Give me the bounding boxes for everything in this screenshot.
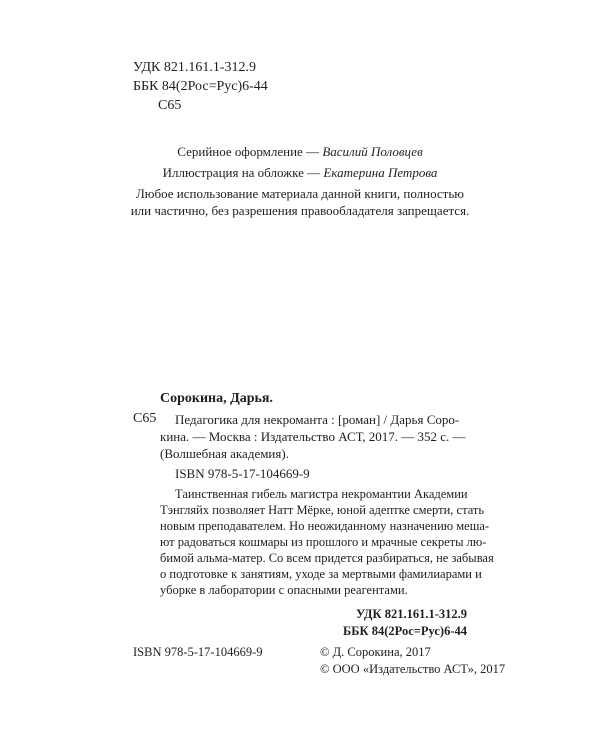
annotation-line: ют радоваться кошмары из прошлого и мрачные секреты лю-	[160, 535, 487, 549]
annotation-line: бимой альма-матер. Со всем придется разбираться, не забывая	[160, 551, 494, 565]
catalog-author-sign: С65	[133, 411, 157, 426]
catalog-author-heading: Сорокина, Дарья.	[160, 391, 273, 406]
catalog-description-line: кина. — Москва : Издательство АСТ, 2017. — 352 с. —	[160, 429, 466, 444]
copyright-notice-line: или частично, без разрешения правообладателя запрещается.	[130, 203, 470, 218]
series-design-name: Василий Половцев	[322, 144, 423, 159]
annotation-line: Таинственная гибель магистра некромантии Академии	[175, 487, 468, 501]
catalog-bbk-code: ББК 84(2Рос=Рус)6-44	[343, 624, 467, 638]
series-design-credit	[0, 143, 600, 160]
annotation-line: Тэнгляйх позволяет Натт Мёрке, юной адептке смерти, стать	[160, 503, 485, 517]
author-sign: С65	[158, 98, 182, 113]
footer-copyright-publisher: © ООО «Издательство АСТ», 2017	[320, 662, 506, 676]
footer-copyright-author: © Д. Сорокина, 2017	[320, 645, 431, 659]
catalog-description-line: (Волшебная академия).	[160, 446, 289, 461]
catalog-udk-code: УДК 821.161.1-312.9	[356, 607, 467, 621]
catalog-isbn: ISBN 978-5-17-104669-9	[175, 466, 310, 481]
copyright-notice-line: Любое использование материала данной книги, полностью	[135, 186, 465, 201]
annotation-line: уборке в лаборатории с опасными реагентами.	[160, 583, 408, 597]
bbk-code: ББК 84(2Рос=Рус)6-44	[133, 79, 268, 94]
series-design-label: Серийное оформление —	[177, 144, 323, 159]
udk-code: УДК 821.161.1-312.9	[133, 60, 257, 75]
cover-illustration-name: Екатерина Петрова	[323, 165, 438, 180]
catalog-description-line: Педагогика для некроманта : [роман] / Дарья Соро-	[175, 412, 460, 427]
cover-illustration-label: Иллюстрация на обложке —	[162, 165, 324, 180]
annotation-line: о подготовке к занятиям, уходе за мертвыми фамилиарами и	[160, 567, 482, 581]
cover-illustration-credit	[0, 164, 600, 181]
footer-isbn: ISBN 978-5-17-104669-9	[133, 645, 263, 659]
annotation-line: новым преподавателем. Но неожиданному назначению меша-	[160, 519, 490, 533]
